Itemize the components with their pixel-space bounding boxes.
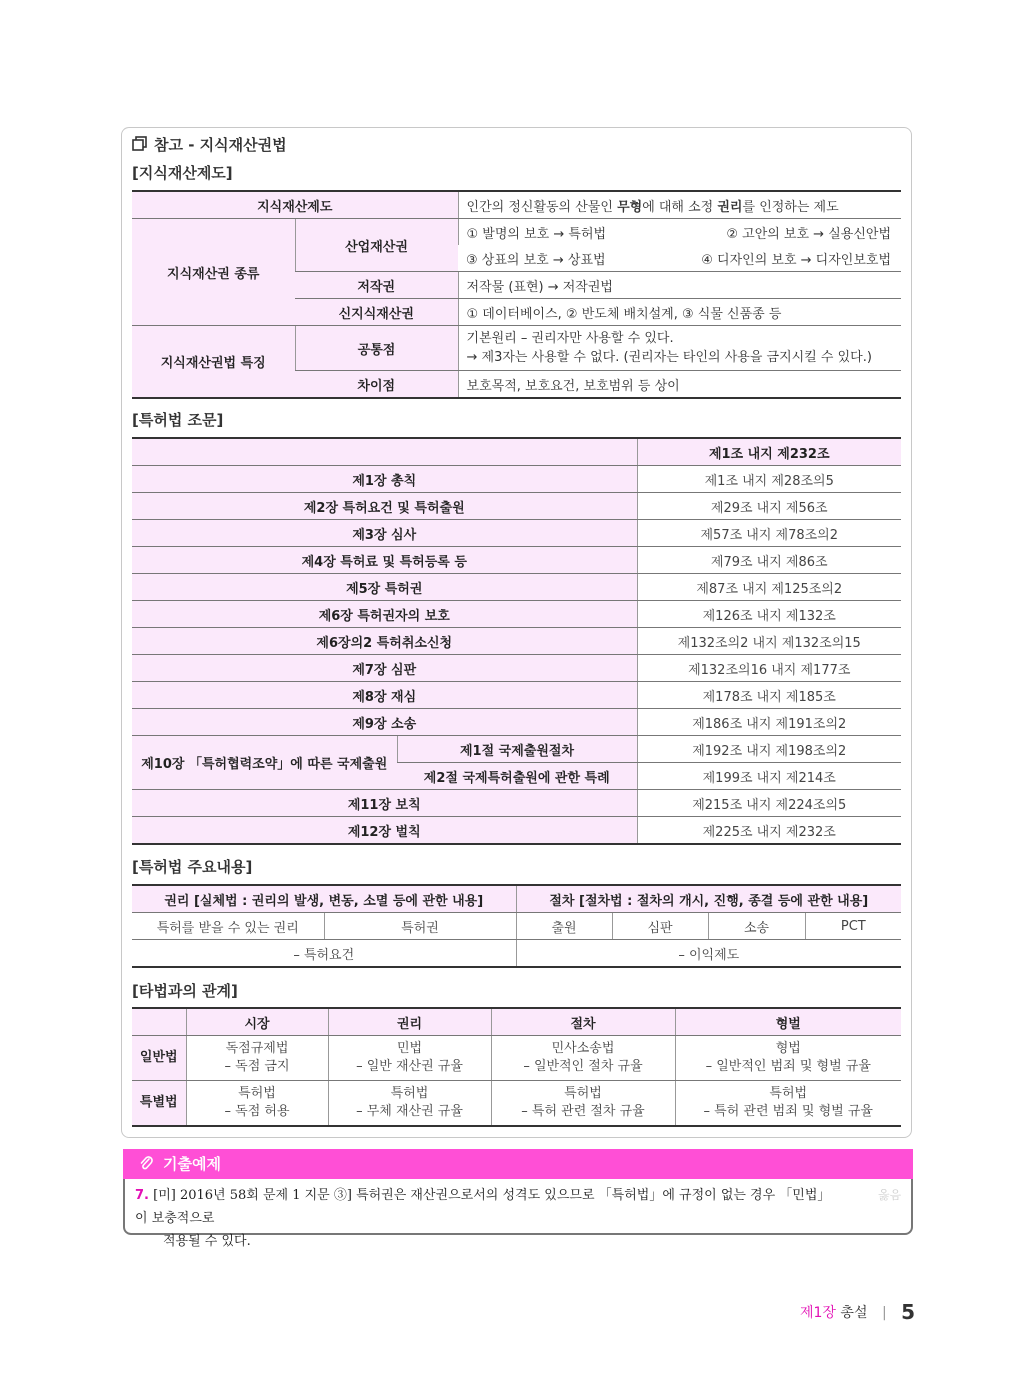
ip-kind-label: 지식재산권 종류: [132, 219, 295, 326]
page-footer: [800, 1300, 915, 1324]
paperclip-icon: [139, 1155, 153, 1171]
chapter-row-label: 제3장 심사: [132, 520, 637, 547]
chapter-row-range: 제126조 내지 제132조: [637, 601, 901, 628]
trial: 심판: [612, 913, 708, 940]
table-row: [132, 466, 901, 493]
table-row: [132, 574, 901, 601]
rel-header-blank: [132, 1008, 186, 1036]
ip-system-label: 지식재산제도: [132, 191, 458, 219]
rel-header-procedure: 절차: [491, 1008, 675, 1036]
patent-main-table: [132, 884, 901, 968]
chapter-11: 제11장 보칙: [132, 790, 637, 817]
patent-right: 특허권: [324, 913, 516, 940]
chapter-12: 제12장 벌칙: [132, 817, 637, 845]
litigation: 소송: [708, 913, 805, 940]
chapter-row-label: 제8장 재심: [132, 682, 637, 709]
industrial-property-label: 산업재산권: [295, 219, 458, 272]
table-row: [132, 655, 901, 682]
chapter-10-section-2: 제2절 국제특허출원에 관한 특례: [397, 763, 637, 790]
general-law-label: 일반법: [132, 1036, 186, 1081]
table-row: [132, 520, 901, 547]
box-title: [132, 134, 287, 155]
copyright-text: 저작물 (표현) → 저작권법: [458, 272, 901, 299]
exam-header: [123, 1149, 913, 1179]
articles-header-range: 제1조 내지 제232조: [637, 438, 901, 466]
articles-header-blank: [132, 438, 637, 466]
box-title-text: 참고 - 지식재산권법: [154, 136, 287, 154]
page-number: 5: [901, 1300, 916, 1324]
section-title-ip-system: [지식재산제도]: [132, 164, 233, 182]
exam-answer: 옳음: [878, 1188, 902, 1202]
rel-header-market: 시장: [186, 1008, 328, 1036]
general-rights: 민법 – 일반 재산권 규율: [328, 1036, 491, 1081]
industrial-row-1: ① 발명의 보호 → 특허법 ② 고안의 보호 → 실용신안법: [458, 219, 901, 246]
chapter-row-label: 제6장의2 특허취소신청: [132, 628, 637, 655]
footer-title: 총설: [840, 1305, 868, 1321]
chapter-row-label: 제9장 소송: [132, 709, 637, 736]
chapter-row-range: 제178조 내지 제185조: [637, 682, 901, 709]
chapter-row-range: 제1조 내지 제28조의5: [637, 466, 901, 493]
ip-system-table: [132, 190, 901, 399]
special-procedure: 특허법 – 특허 관련 절차 규율: [491, 1081, 675, 1127]
rel-header-penalty: 형벌: [675, 1008, 901, 1036]
procedure-header: 절차 [절차법 : 절차의 개시, 진행, 종결 등에 관한 내용]: [516, 885, 901, 913]
chapter-row-range: 제57조 내지 제78조의2: [637, 520, 901, 547]
copyright-label: 저작권: [295, 272, 458, 299]
table-row: [132, 547, 901, 574]
common-label: 공통점: [295, 326, 458, 371]
chapter-row-range: 제132조의16 내지 제177조: [637, 655, 901, 682]
chapter-12-range: 제225조 내지 제232조: [637, 817, 901, 845]
exam-number: 7.: [135, 1188, 149, 1203]
chapter-row-range: 제29조 내지 제56조: [637, 493, 901, 520]
chapter-row-range: 제132조의2 내지 제132조의15: [637, 628, 901, 655]
special-penalty: 특허법 – 특허 관련 범죄 및 형벌 규율: [675, 1081, 901, 1127]
exam-question: [135, 1184, 835, 1253]
table-row: [132, 628, 901, 655]
table-row: [132, 709, 901, 736]
section-title-other-laws: [타법과의 관계]: [132, 982, 238, 1000]
exam-title: 기출예제: [163, 1155, 221, 1173]
chapter-row-label: 제7장 심판: [132, 655, 637, 682]
chapter-row-range: 제79조 내지 제86조: [637, 547, 901, 574]
chapter-10-section-2-range: 제199조 내지 제214조: [637, 763, 901, 790]
new-ip-text: ① 데이터베이스, ② 반도체 배치설계, ③ 식물 신품종 등: [458, 299, 901, 326]
chapter-row-range: 제186조 내지 제191조의2: [637, 709, 901, 736]
patent-requirements: – 특허요건: [132, 940, 516, 968]
chapter-row-label: 제6장 특허권자의 보호: [132, 601, 637, 628]
difference-text: 보호목적, 보호요건, 보호범위 등 상이: [458, 371, 901, 399]
table-row: [132, 601, 901, 628]
general-procedure: 민사소송법 – 일반적인 절차 규율: [491, 1036, 675, 1081]
special-law-label: 특별법: [132, 1081, 186, 1127]
right-to-patent: 특허를 받을 수 있는 권리: [132, 913, 324, 940]
common-text: 기본원리 – 권리자만 사용할 수 있다. → 제3자는 사용할 수 없다. (권리자는 타인의 사용을 금지시킬 수 있다.): [458, 326, 901, 371]
rel-header-rights: 권리: [328, 1008, 491, 1036]
chapter-row-label: 제4장 특허료 및 특허등록 등: [132, 547, 637, 574]
patent-articles-table: [132, 437, 901, 845]
section-title-patent-articles: [특허법 조문]: [132, 411, 224, 429]
chapter-11-range: 제215조 내지 제224조의5: [637, 790, 901, 817]
chapter-row-label: 제1장 총칙: [132, 466, 637, 493]
industrial-row-2: ③ 상표의 보호 → 상표법 ④ 디자인의 보호 → 디자인보호법: [458, 245, 901, 272]
special-market: 특허법 – 독점 허용: [186, 1081, 328, 1127]
footer-chapter: 제1장: [800, 1305, 836, 1321]
ip-feature-label: 지식재산권법 특징: [132, 326, 295, 399]
chapter-10-section-1-range: 제192조 내지 제198조의2: [637, 736, 901, 763]
other-laws-table: [132, 1007, 901, 1127]
difference-label: 차이점: [295, 371, 458, 399]
application: 출원: [516, 913, 612, 940]
chapter-row-range: 제87조 내지 제125조의2: [637, 574, 901, 601]
chapter-10-section-1: 제1절 국제출원절차: [397, 736, 637, 763]
table-row: [132, 493, 901, 520]
exam-text-line1: [미] 2016년 58회 문제 1 지문 ③] 특허권은 재산권으로서의 성격도 있으므로 「특허법」에 규정이 없는 경우 「민법」이 보충적으로: [135, 1188, 831, 1226]
copy-icon: [132, 136, 148, 152]
general-market: 독점규제법 – 독점 금지: [186, 1036, 328, 1081]
rights-header: 권리 [실체법 : 권리의 발생, 변동, 소멸 등에 관한 내용]: [132, 885, 516, 913]
pct: PCT: [805, 913, 901, 940]
benefit-system: – 이익제도: [516, 940, 901, 968]
chapter-row-label: 제5장 특허권: [132, 574, 637, 601]
footer-separator: |: [881, 1305, 887, 1321]
new-ip-label: 신지식재산권: [295, 299, 458, 326]
chapter-row-label: 제2장 특허요건 및 특허출원: [132, 493, 637, 520]
special-rights: 특허법 – 무체 재산권 규율: [328, 1081, 491, 1127]
section-title-patent-main: [특허법 주요내용]: [132, 858, 253, 876]
general-penalty: 형법 – 일반적인 범죄 및 형벌 규율: [675, 1036, 901, 1081]
chapter-10: 제10장 「특허협력조약」에 따른 국제출원: [132, 736, 397, 790]
table-row: [132, 682, 901, 709]
exam-text-line2: 적용될 수 있다.: [163, 1234, 251, 1249]
ip-system-definition: 인간의 정신활동의 산물인 무형에 대해 소정 권리를 인정하는 제도: [458, 191, 901, 219]
